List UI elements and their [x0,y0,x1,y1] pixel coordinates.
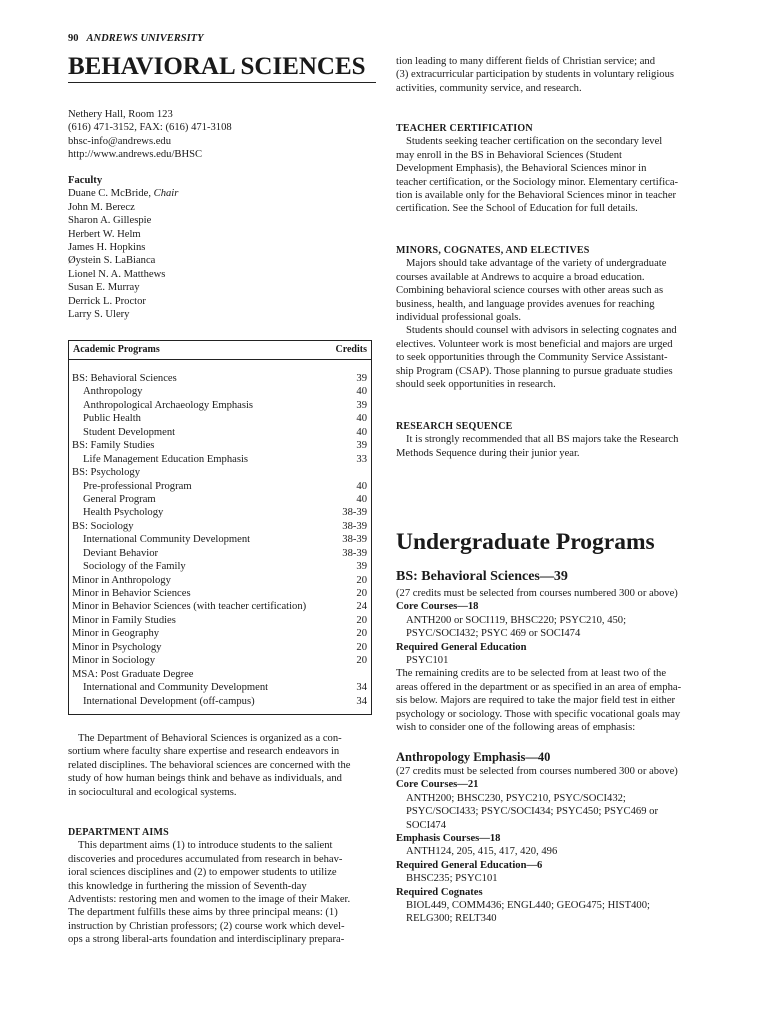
faculty-member: John M. Berecz [68,201,135,213]
running-title: ANDREWS UNIVERSITY [86,33,204,44]
faculty-chair: Duane C. McBride, Chair [68,188,179,200]
program-credits: 39 [356,440,367,452]
section-heading: DEPARTMENT AIMS [68,827,169,838]
page-number: 90 [68,33,79,44]
program-name: Health Psychology [83,507,164,519]
subheading: Core Courses—21 [396,779,479,791]
program-credits: 20 [356,628,367,640]
program-name: International and Community Development [83,682,269,694]
running-header [68,32,204,45]
program-row [72,654,367,667]
anthropology-emphasis-title: Anthropology Emphasis—40 [396,750,551,764]
program-row [72,426,367,439]
program-credits [341,466,367,479]
section-heading: MINORS, COGNATES, AND ELECTIVES [396,245,590,256]
program-name: BS: Psychology [72,467,140,479]
program-name: General Program [83,493,156,505]
program-credits: 39 [356,399,367,411]
contact-email: bhsc-info@andrews.edu [68,135,172,147]
program-row [72,641,367,654]
program-name: Anthropological Archaeology Emphasis [83,399,254,411]
program-credits: 20 [356,574,367,586]
program-name: Public Health [83,413,141,425]
bs-behavioral-sciences-details: (27 credits must be selected from courses numbered 300 or above) Core Courses—18 ANTH200 or SOCI119, BHSC220; PSYC210, 450; PSYC/SOCI432; PSYC 469 or SOCI474 Required General Education PSYC101 The remaining credits are to be selected from at least two of the areas offered in the department or as specified in an area of empha- sis below. Majors are required to take the major field test in either psychology or sociology. Those with specific vocational goals may wish to consider one of the following areas of emphasis: [396,587,700,734]
subheading: Required Cognates [396,886,483,898]
section-heading: TEACHER CERTIFICATION [396,123,533,134]
faculty-member: Lionel N. A. Matthews [68,268,166,280]
program-name: BS: Behavioral Sciences [72,373,177,384]
programs-column-header: Academic Programs [73,344,160,355]
program-row [72,466,367,479]
program-row [72,439,367,452]
department-aims-section: DEPARTMENT AIMS This department aims (1) to introduce students to the salient discoveries and procedures accumulated from research in behav- ioral sciences disciplines and (2) to empower students to utilize this knowledge in furthering the mission of Seventh-day Adventists: restoring men and women to the image of their Maker. The department fulfills these aims by three principal means: (1) instruction by Christian professors; (2) course work which devel- ops a strong liberal-arts foundation and interdisciplinary prepara- [68,826,378,947]
program-name: MSA: Post Graduate Degree [72,668,194,680]
program-credits: 40 [356,426,367,438]
program-name: Pre-professional Program [83,480,192,492]
program-row [72,520,367,533]
faculty-member: Larry S. Ulery [68,309,130,321]
research-sequence-section: RESEARCH SEQUENCE It is strongly recommended that all BS majors take the Research Methods Sequence during their junior year. [396,420,700,460]
aims-continued: tion leading to many different fields of Christian service; and (3) extracurricular participation by students in voluntary religious activities, community service, and research. [396,56,675,94]
program-row [72,506,367,519]
program-row [72,493,367,506]
subheading: Core Courses—18 [396,601,479,613]
title-rule [68,82,376,83]
program-row [72,627,367,640]
chair-role: Chair [153,188,179,200]
program-credits: 20 [356,588,367,599]
intro-paragraph: The Department of Behavioral Sciences is organized as a con- sortium where faculty share expertise and research endeavors in related disciplines. The behavioral sciences are concerned with the study of how human beings think and behave as individuals, and in sociocultural and ecological systems. [68,733,351,798]
program-credits: 40 [356,480,367,492]
faculty-member: James H. Hopkins [68,242,146,254]
anthropology-emphasis-details: (27 credits must be selected from courses numbered 300 or above) Core Courses—21 ANTH200; BHSC230, PSYC210, PSYC/SOCI432; PSYC/SOCI433; PSYC/SOCI434; PSYC450; PSYC469 or SOCI474 Emphasis Courses—18 ANTH124, 205, 415, 417, 420, 496 Required General Education—6 BHSC235; PSYC101 Required Cognates BIOL449, COMM436; ENGL440; GEOG475; HIST400; RELG300; RELT340 [396,765,700,926]
program-row [72,453,367,466]
program-name: Anthropology [83,386,143,398]
credits-note: (27 credits must be selected from courses numbered 300 or above) [396,766,678,777]
program-name: Student Development [83,426,176,438]
minors-cognates-section: MINORS, COGNATES, AND ELECTIVES Majors should take advantage of the variety of undergraduate courses available at Andrews to acquire a broad education. Combining behavioral science courses with other areas such as business, health, and language provides avenues for reaching individual professional goals. Students should counsel with advisors in selecting cognates and electives. Volunteer work is most beneficial and majors are urged to seek opportunities through the Community Service Assistant- ship Program (CSAP). Those planning to pursue graduate studies should seek opportunities in research. [396,244,700,391]
program-name: Life Management Education Emphasis [83,453,249,465]
department-title: BEHAVIORAL SCIENCES [68,53,366,80]
faculty-member: Derrick L. Proctor [68,295,146,307]
program-row [72,668,367,681]
program-row [72,372,367,385]
program-row [72,600,367,613]
program-credits: 40 [356,493,367,505]
program-row [72,695,367,708]
program-name: Minor in Psychology [72,641,162,653]
teacher-certification-section: TEACHER CERTIFICATION Students seeking teacher certification on the secondary level may enroll in the BS in Behavioral Sciences (Student Development Emphasis), the Behavioral Sciences minor in teacher certification, or the Sociology minor. Elementary certifica- tion is available only for the Behavioral Sciences minor in teacher certification. See the School of Education for full details. [396,122,700,216]
academic-programs-table [68,340,372,715]
contact-line: (616) 471-3152, FAX: (616) 471-3108 [68,122,232,134]
program-name: Minor in Geography [72,628,160,640]
undergraduate-programs-title: Undergraduate Programs [396,529,655,555]
faculty-member: Øystein S. LaBianca [68,255,156,267]
credits-column-header: Credits [335,344,367,355]
program-credits: 39 [356,561,367,573]
section-heading: RESEARCH SEQUENCE [396,421,513,432]
program-name: Minor in Anthropology [72,574,171,586]
program-row [72,560,367,573]
faculty-block [68,174,378,321]
program-name: Minor in Behavior Sciences (with teacher certification) [72,601,307,613]
contact-block [68,108,378,162]
program-credits: 20 [356,614,367,626]
program-credits: 38-39 [342,507,367,519]
program-credits: 34 [356,682,367,694]
program-name: International Development (off-campus) [83,695,255,707]
program-credits: 33 [356,453,367,465]
program-name: Minor in Behavior Sciences [72,588,191,599]
program-credits: 24 [356,601,367,613]
programs-table-body [69,360,371,708]
program-row [72,412,367,425]
program-name: Sociology of the Family [83,561,186,573]
programs-table-header [69,341,371,360]
program-credits: 20 [356,641,367,653]
program-name: BS: Family Studies [72,440,155,452]
faculty-member: Herbert W. Helm [68,228,141,240]
program-credits: 38-39 [342,534,367,546]
program-credits: 20 [356,655,367,667]
faculty-member: Sharon A. Gillespie [68,215,152,227]
program-credits: 40 [356,386,367,398]
program-row [72,399,367,412]
program-credits: 38-39 [342,547,367,559]
subheading: Emphasis Courses—18 [396,833,501,845]
program-credits: 39 [356,373,367,384]
program-name: International Community Development [83,534,251,546]
program-credits [341,668,367,681]
program-credits: 34 [356,695,367,707]
subheading: Required General Education [396,641,527,653]
subheading: Required General Education—6 [396,859,543,871]
program-credits: 38-39 [342,520,367,532]
program-row [72,480,367,493]
faculty-member: Susan E. Murray [68,282,140,294]
program-row [72,614,367,627]
program-name: BS: Sociology [72,520,134,532]
program-row [72,574,367,587]
credits-note: (27 credits must be selected from courses numbered 300 or above) [396,588,678,599]
program-row [72,547,367,560]
faculty-heading: Faculty [68,175,103,186]
program-credits: 40 [356,413,367,425]
bs-behavioral-sciences-title: BS: Behavioral Sciences—39 [396,569,568,584]
program-name: Deviant Behavior [83,547,159,559]
program-row [72,587,367,600]
program-row [72,681,367,694]
contact-url: http://www.andrews.edu/BHSC [68,149,203,161]
program-name: Minor in Sociology [72,655,155,667]
program-row [72,385,367,398]
program-row [72,533,367,546]
program-name: Minor in Family Studies [72,614,176,626]
contact-line: Nethery Hall, Room 123 [68,109,173,120]
